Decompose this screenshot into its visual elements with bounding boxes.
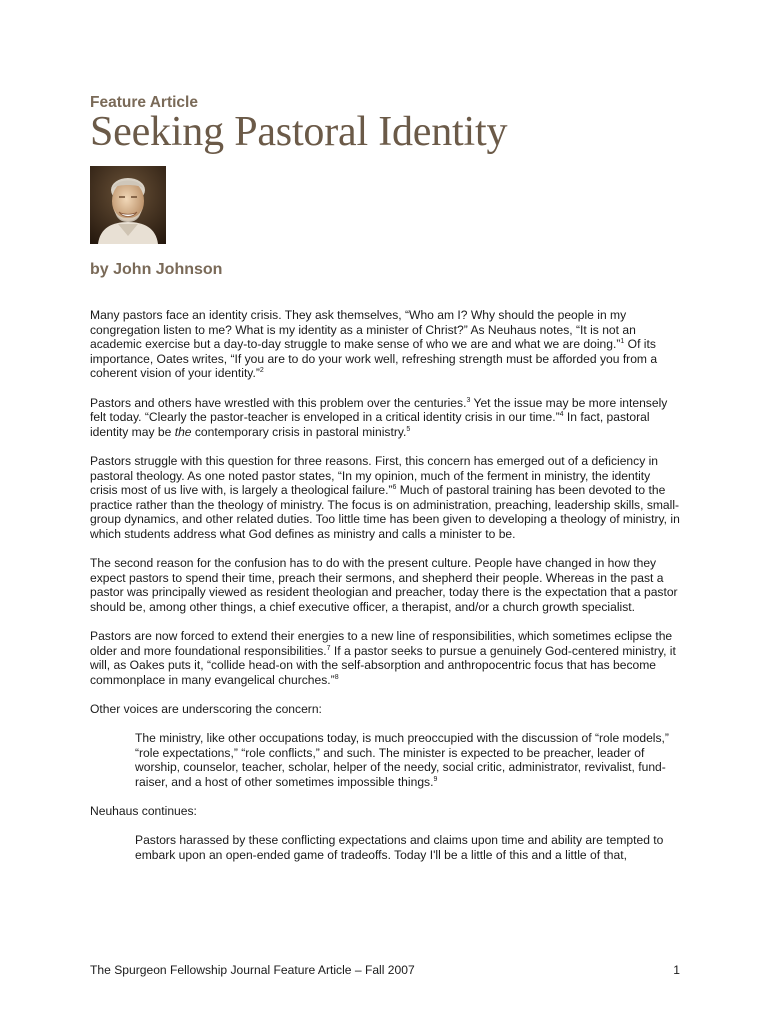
- paragraph: Other voices are underscoring the concern:: [90, 702, 322, 717]
- footnote-ref[interactable]: 2: [259, 367, 264, 375]
- block-quote: The ministry, like other occupations today, is much preoccupied with the discussion of “role models,” “role expectations,” “role conflicts,” and such. The minister is expected to be preacher, leader of worship, counselor, teacher, scholar, helper of the needy, social critic, administrator, revivalist, fund-raiser, and a host of other sometimes impossible things.$^9$: [135, 731, 669, 789]
- paragraph: The second reason for the confusion has to do with the present culture. People have changed in how they expect pastors to spend their time, preach their sermons, and shepherd their people. Whereas in the past a pastor was principally viewed as resident theologian and preacher, today there is the expectation that a pastor should be, among other things, a chief executive officer, a therapist, and/or a church growth specialist.: [90, 556, 678, 614]
- author-photo: [90, 166, 166, 244]
- footer-text: The Spurgeon Fellowship Journal Feature Article – Fall 2007: [90, 963, 415, 977]
- author-portrait-image: [90, 166, 166, 244]
- article-title: Seeking Pastoral Identity: [90, 109, 508, 155]
- footnote-ref[interactable]: 7: [326, 644, 331, 652]
- paragraph: Pastors are now forced to extend their energies to a new line of responsibilities, which sometimes eclipse the older and more foundational responsibilities.$^7$ If a pastor seeks to pursue a genuinely God-centered ministry, it will, as Oakes puts it, “collide head-on with the self-absorption and anthropocentric focus that has become commonplace in many evangelical churches.”$^8$: [90, 629, 676, 687]
- article-body: [90, 308, 680, 877]
- block-quote: Pastors harassed by these conflicting expectations and claims upon time and ability are tempted to embark upon an open-ended game of tradeoffs. Today I'll be a little of this and a little of that,: [135, 833, 664, 862]
- page-footer: [90, 963, 680, 977]
- footnote-ref[interactable]: 8: [334, 673, 339, 681]
- footnote-ref[interactable]: 3: [466, 396, 471, 404]
- footnote-ref[interactable]: 6: [392, 484, 397, 492]
- footnote-ref[interactable]: 5: [406, 425, 411, 433]
- paragraph: Pastors and others have wrestled with this problem over the centuries.$^3$ Yet the issue may be more intensely felt today. “Clearly the pastor-teacher is enveloped in a critical identity crisis in our time.”$^4$ In fact, pastoral identity may be the contemporary crisis in pastoral ministry.$^5$: [90, 395, 668, 439]
- author-byline: by John Johnson: [90, 261, 223, 278]
- footnote-ref[interactable]: 9: [433, 776, 438, 783]
- paragraph: Neuhaus continues:: [90, 804, 197, 819]
- paragraph: Pastors struggle with this question for three reasons. First, this concern has emerged out of a deficiency in pastoral theology. As one noted pastor states, “In my opinion, much of the ferment in ministry, the identity crisis most of us live with, is largely a theological failure.”$^6$ Much of pastoral training has been devoted to the practice rather than the theology of ministry. The focus is on administration, preaching, leadership skills, small-group dynamics, and other related duties. Too little time has been given to developing a theology of ministry, in which students address what God defines as ministry and calls a minister to be.: [90, 453, 680, 541]
- section-kicker: Feature Article: [90, 94, 198, 111]
- footnote-ref[interactable]: 1: [620, 338, 625, 346]
- footnote-ref[interactable]: 4: [559, 411, 564, 419]
- page-number: 1: [673, 963, 680, 977]
- paragraph: Many pastors face an identity crisis. They ask themselves, “Who am I? Why should the people in my congregation listen to me? What is my identity as a minister of Christ?” As Neuhaus notes, “It is not an academic exercise but a day-to-day struggle to make sense of who we are and what we are doing.”$^1$ Of its importance, Oates writes, “If you are to do your work well, refreshing strength must be afforded you from a coherent vision of your identity.”$^2$: [90, 308, 658, 381]
